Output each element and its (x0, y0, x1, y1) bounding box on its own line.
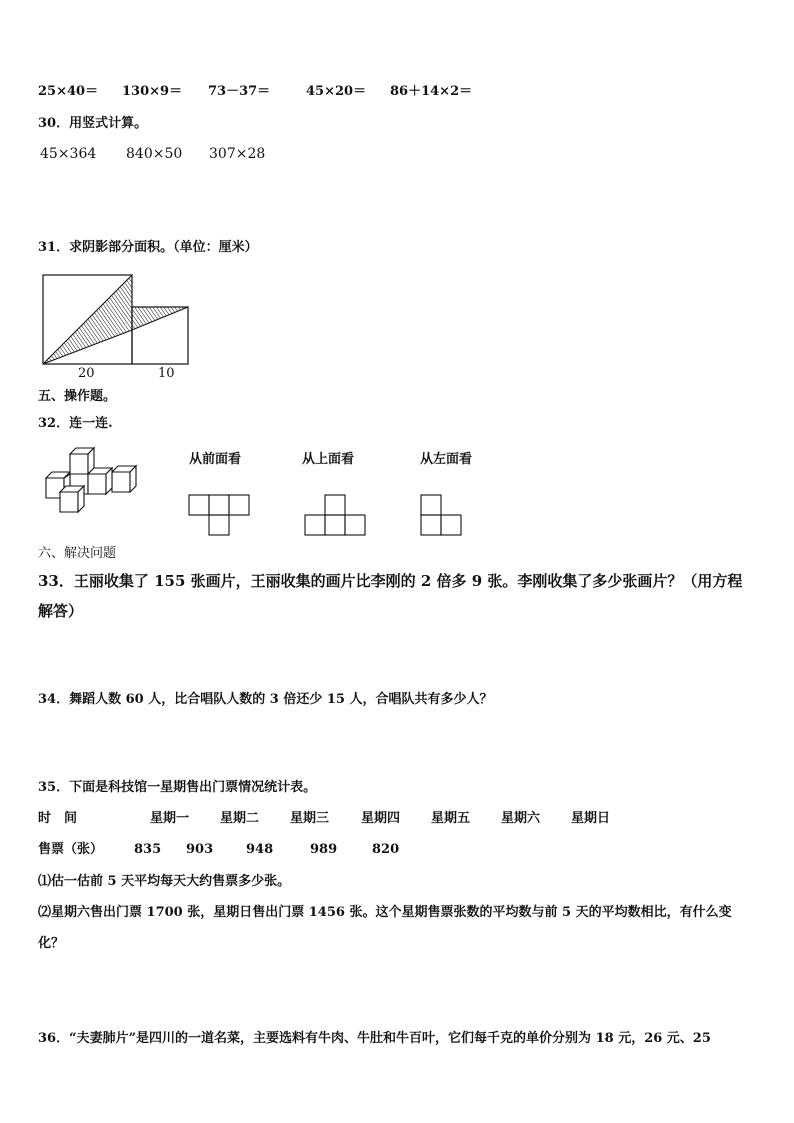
q30-title: 30．用竖式计算。 (38, 116, 148, 131)
table-value-4: 989 (310, 842, 338, 857)
section-5-heading: 五、操作题。 (38, 389, 117, 404)
q36-text: 36．“夫妻肺片”是四川的一道名菜，主要选料有牛肉、牛肚和牛百叶，它们每千克的单价分别为 18 元，26 元、25 (38, 1031, 711, 1046)
shaded-area-figure (40, 272, 192, 368)
q35-sub-2-line-1: ⑵星期六售出门票 1700 张，星期日售出门票 1456 张。这个星期售票张数的平均数与前 5 天的平均数相比，有什么变 (38, 905, 732, 920)
table-day-1: 星期一 (150, 811, 190, 826)
oral-calc-1: 25×40＝ (38, 84, 99, 99)
view-drawing-front (188, 494, 250, 538)
q35-sub-2-line-2: 化？ (38, 936, 65, 951)
table-day-7: 星期日 (571, 811, 611, 826)
q35-sub-1: ⑴估一估前 5 天平均每天大约售票多少张。 (38, 874, 291, 889)
table-value-5: 820 (372, 842, 400, 857)
oral-calc-2: 130×9＝ (122, 84, 183, 99)
q31-dim-10: 10 (158, 366, 175, 381)
table-day-2: 星期二 (220, 811, 260, 826)
table-value-2: 903 (186, 842, 214, 857)
view-label-top: 从上面看 (302, 452, 355, 467)
q30-item-2: 840×50 (126, 146, 183, 162)
q31-title: 31．求阴影部分面积。（单位：厘米） (38, 240, 258, 255)
q34-text: 34．舞蹈人数 60 人，比合唱队人数的 3 倍还少 15 人，合唱队共有多少人？ (38, 692, 493, 707)
view-drawing-left (420, 494, 464, 538)
view-label-front: 从前面看 (189, 452, 242, 467)
q30-item-1: 45×364 (40, 146, 97, 162)
oral-calc-3: 73－37＝ (208, 84, 271, 99)
table-header-label: 时 间 (38, 811, 78, 826)
table-row-label: 售票（张） (38, 842, 104, 857)
view-drawing-top (304, 494, 366, 538)
q31-dim-20: 20 (78, 366, 95, 381)
q33-line-1: 33．王丽收集了 155 张画片，王丽收集的画片比李刚的 2 倍多 9 张。李刚收集了多少张画片？（用方程 (38, 572, 743, 590)
oral-calc-4: 45×20＝ (306, 84, 367, 99)
table-day-5: 星期五 (431, 811, 471, 826)
table-day-3: 星期三 (290, 811, 330, 826)
q35-title: 35．下面是科技馆一星期售出门票情况统计表。 (38, 780, 317, 795)
section-6-heading: 六、解决问题 (38, 546, 117, 561)
view-label-left: 从左面看 (420, 452, 473, 467)
q32-title: 32．连一连. (38, 416, 113, 431)
cube-stack-figure (44, 446, 136, 520)
table-value-1: 835 (134, 842, 162, 857)
table-value-3: 948 (246, 842, 274, 857)
q30-item-3: 307×28 (209, 146, 266, 162)
oral-calc-5: 86＋14×2＝ (390, 84, 473, 99)
table-day-4: 星期四 (361, 811, 401, 826)
table-day-6: 星期六 (501, 811, 541, 826)
q33-line-2: 解答） (38, 602, 84, 620)
